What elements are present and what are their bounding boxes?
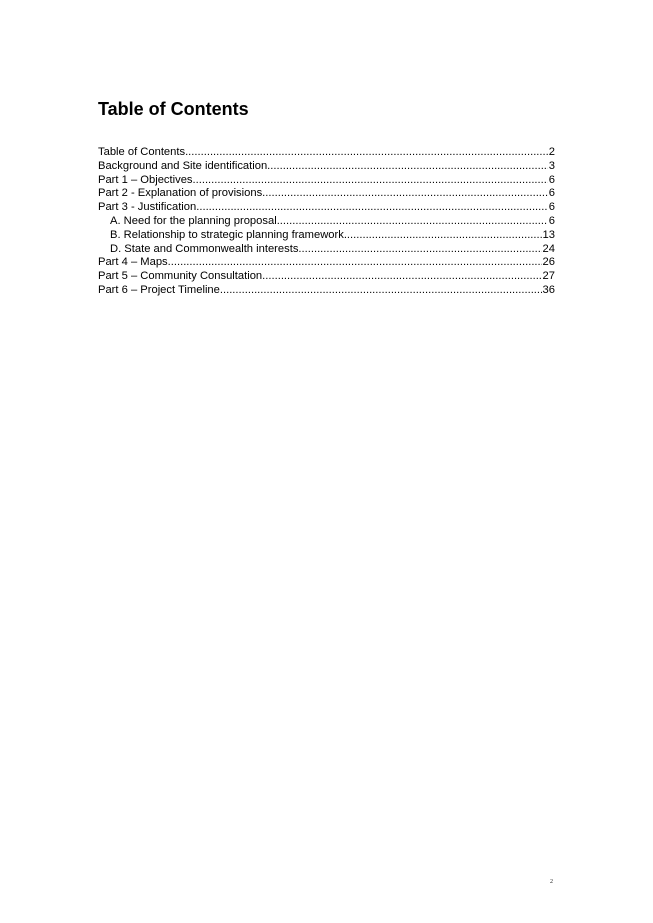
- toc-dot-leader: [277, 215, 548, 229]
- toc-entry[interactable]: [98, 174, 555, 188]
- toc-subentry[interactable]: [98, 243, 555, 257]
- toc-dot-leader: [298, 243, 541, 257]
- toc-page-number: 27: [542, 270, 555, 283]
- toc-page-number: 13: [542, 228, 555, 241]
- toc-page-number: 6: [548, 214, 555, 227]
- toc-entry-label: Part 4 – Maps: [98, 256, 168, 269]
- toc-entry-label: Part 1 – Objectives: [98, 173, 193, 186]
- toc-subentry[interactable]: [98, 215, 555, 229]
- toc-dot-leader: [262, 187, 548, 201]
- toc-page-number: 36: [542, 283, 555, 296]
- toc-page-number: 6: [548, 187, 555, 200]
- toc-entry-label: Table of Contents: [98, 146, 186, 158]
- toc-entry-label: B. Relationship to strategic planning framework: [110, 228, 344, 241]
- toc-entry-label: Part 5 – Community Consultation: [98, 270, 263, 283]
- toc-dot-leader: [262, 270, 541, 284]
- toc-entry[interactable]: [98, 187, 555, 201]
- toc-entry-label: Background and Site identification: [98, 159, 268, 172]
- toc-page-number: 2: [548, 146, 555, 158]
- toc-entry[interactable]: [98, 256, 555, 270]
- toc-dot-leader: [344, 229, 542, 243]
- toc-entry[interactable]: [98, 160, 555, 174]
- toc-subentry[interactable]: [98, 229, 555, 243]
- toc-entry[interactable]: [98, 284, 555, 298]
- toc-entry[interactable]: [98, 201, 555, 215]
- toc-dot-leader: [193, 174, 548, 188]
- toc-page-number: 26: [542, 256, 555, 269]
- toc-entry[interactable]: [98, 270, 555, 284]
- toc-dot-leader: [168, 256, 542, 270]
- toc-entry-label: Part 2 - Explanation of provisions: [98, 187, 263, 200]
- table-of-contents: [98, 146, 555, 298]
- toc-entry-label: Part 6 – Project Timeline: [98, 283, 220, 296]
- toc-page-number: 6: [548, 201, 555, 214]
- toc-entry-label: D. State and Commonwealth interests: [110, 242, 299, 255]
- toc-entry[interactable]: [98, 146, 555, 160]
- toc-dot-leader: [196, 201, 548, 215]
- toc-page-number: 6: [548, 173, 555, 186]
- toc-entry-label: Part 3 - Justification: [98, 201, 197, 214]
- toc-page-number: 24: [542, 242, 555, 255]
- toc-page-number: 3: [548, 159, 555, 172]
- page-title: Table of Contents: [98, 99, 249, 119]
- toc-dot-leader: [185, 146, 548, 160]
- toc-entry-label: A. Need for the planning proposal: [110, 214, 277, 227]
- footer-page-number: 2: [550, 879, 553, 885]
- toc-dot-leader: [220, 284, 542, 298]
- toc-dot-leader: [267, 160, 548, 174]
